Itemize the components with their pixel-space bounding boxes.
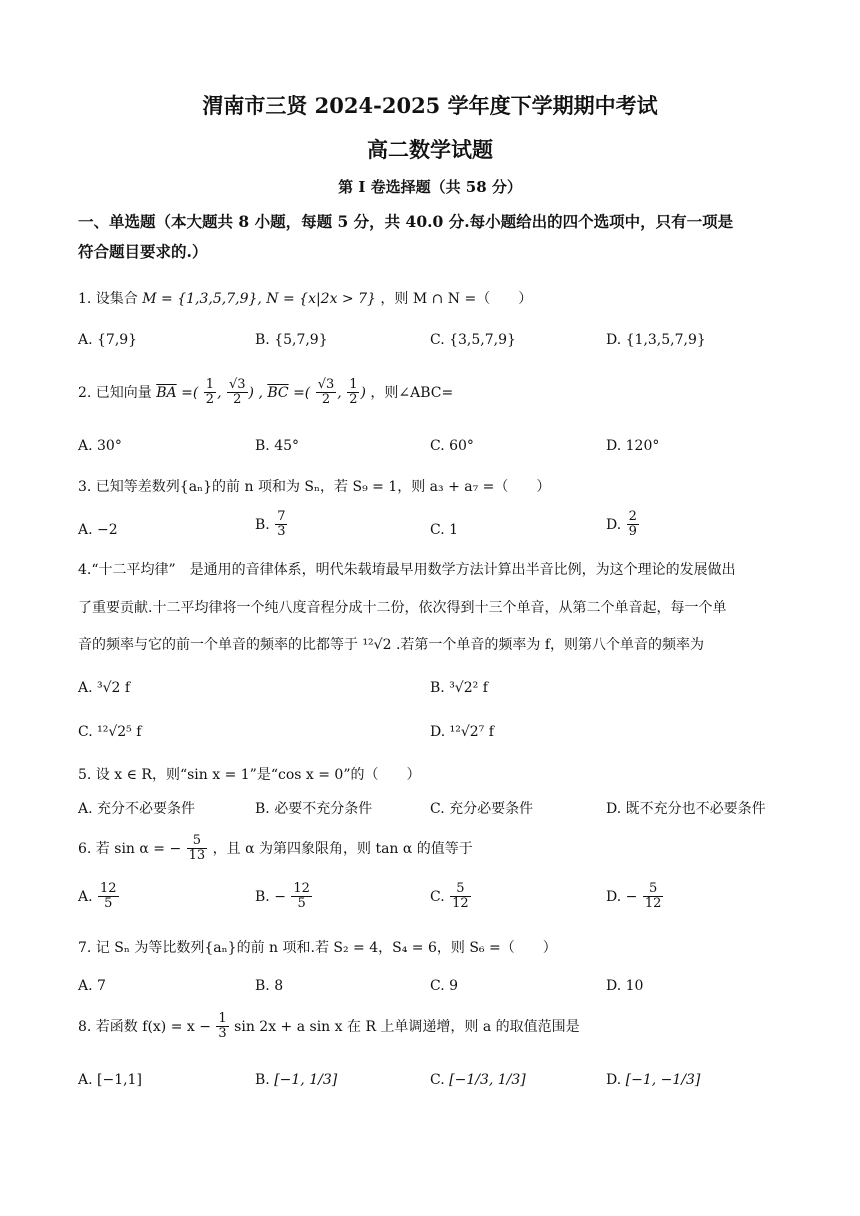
q3-option-b[interactable]: B. $\frac{7}{3}$ xyxy=(255,509,286,540)
q1-option-c[interactable]: C. {3,5,7,9} xyxy=(430,332,516,348)
q3-option-a[interactable]: A. −2 xyxy=(78,522,118,538)
q6-option-b[interactable]: B. − $\frac{12}{5}$ xyxy=(255,881,310,912)
q4-option-a[interactable]: A. ³√2 f xyxy=(78,680,131,696)
q8-option-a[interactable]: A. [−1,1] xyxy=(78,1072,142,1088)
q3-option-c[interactable]: C. 1 xyxy=(430,522,459,538)
q8-option-b[interactable]: B. [−1, 1/3] xyxy=(255,1072,338,1088)
q1-option-b[interactable]: B. {5,7,9} xyxy=(255,332,328,348)
q5-option-b[interactable]: B. 必要不充分条件 xyxy=(255,801,373,817)
q4-option-d[interactable]: D. ¹²√2⁷ f xyxy=(430,724,494,740)
q4-option-c[interactable]: C. ¹²√2⁵ f xyxy=(78,724,142,740)
question-4-line3: 音的频率与它的前一个单音的频率的比都等于 ¹²√2 .若第一个单音的频率为 f，则第八个单音的频率为 xyxy=(78,637,705,653)
question-1-stem: 1. 设集合 M = {1,3,5,7,9}, N = {x|2x > 7} ，则 M ∩ N =（ ） xyxy=(78,291,533,307)
q2-option-c[interactable]: C. 60° xyxy=(430,438,474,454)
question-4-line1: 4.“十二平均律” 是通用的音律体系，明代朱载堉最早用数学方法计算出半音比例，为这个理论的发展做出 xyxy=(78,562,736,578)
q7-option-c[interactable]: C. 9 xyxy=(430,978,459,994)
q3-option-d[interactable]: D. $\frac{2}{9}$ xyxy=(606,509,637,540)
section-heading-line1: 一、单选题（本大题共 8 小题，每题 5 分，共 40.0 分.每小题给出的四个选项中，只有一项是 xyxy=(78,212,734,231)
q6-option-a[interactable]: A. $\frac{12}{5}$ xyxy=(78,881,117,912)
q8-option-d[interactable]: D. [−1, −1/3] xyxy=(606,1072,701,1088)
question-7-stem: 7. 记 Sₙ 为等比数列{aₙ}的前 n 项和.若 S₂ = 4，S₄ = 6，则 S₆ =（ ） xyxy=(78,940,557,956)
q7-option-a[interactable]: A. 7 xyxy=(78,978,106,994)
q6-option-c[interactable]: C. $\frac{5}{12}$ xyxy=(430,881,469,912)
q7-option-b[interactable]: B. 8 xyxy=(255,978,284,994)
q2-option-b[interactable]: B. 45° xyxy=(255,438,300,454)
part-heading: 第 I 卷选择题（共 58 分） xyxy=(338,178,522,196)
question-3-stem: 3. 已知等差数列{aₙ}的前 n 项和为 Sₙ，若 S₉ = 1，则 a₃ + a₇ =（ ） xyxy=(78,479,551,495)
question-8-stem: 8. 若函数 f(x) = x − $\frac{1}{3}$ sin 2x + a sin x 在 R 上单调递增，则 a 的取值范围是 xyxy=(78,1011,580,1042)
q6-option-d[interactable]: D. − $\frac{5}{12}$ xyxy=(606,881,662,912)
q7-option-d[interactable]: D. 10 xyxy=(606,978,644,994)
q4-option-b[interactable]: B. ³√2² f xyxy=(430,680,488,696)
question-5-stem: 5. 设 x ∈ R，则“sin x = 1”是“cos x = 0”的（ ） xyxy=(78,767,421,783)
q8-option-c[interactable]: C. [−1/3, 1/3] xyxy=(430,1072,526,1088)
exam-title: 渭南市三贤 2024-2025 学年度下学期期中考试 xyxy=(202,93,658,118)
q2-option-d[interactable]: D. 120° xyxy=(606,438,660,454)
question-2-stem: 2. 已知向量 $\overline{BA}$ =( $\frac{1}{2}$ , $\frac{√3}{2}$ ) , $\overline{BC}$ =( $\frac{√3}{2}$ , $\frac{1}{2}$ ) ，则∠ABC= xyxy=(78,377,454,408)
exam-subtitle: 高二数学试题 xyxy=(367,137,493,162)
question-4-line2: 了重要贡献.十二平均律将一个纯八度音程分成十二份，依次得到十三个单音，从第二个单音起，每一个单 xyxy=(78,600,727,616)
q1-option-a[interactable]: A. {7,9} xyxy=(78,332,138,348)
section-heading-line2: 符合题目要求的.） xyxy=(78,242,208,261)
q5-option-c[interactable]: C. 充分必要条件 xyxy=(430,801,534,817)
q1-option-d[interactable]: D. {1,3,5,7,9} xyxy=(606,332,706,348)
q5-option-d[interactable]: D. 既不充分也不必要条件 xyxy=(606,801,766,817)
question-6-stem: 6. 若 sin α = − $\frac{5}{13}$ ，且 α 为第四象限角，则 tan α 的值等于 xyxy=(78,833,473,864)
q5-option-a[interactable]: A. 充分不必要条件 xyxy=(78,801,196,817)
q2-option-a[interactable]: A. 30° xyxy=(78,438,122,454)
